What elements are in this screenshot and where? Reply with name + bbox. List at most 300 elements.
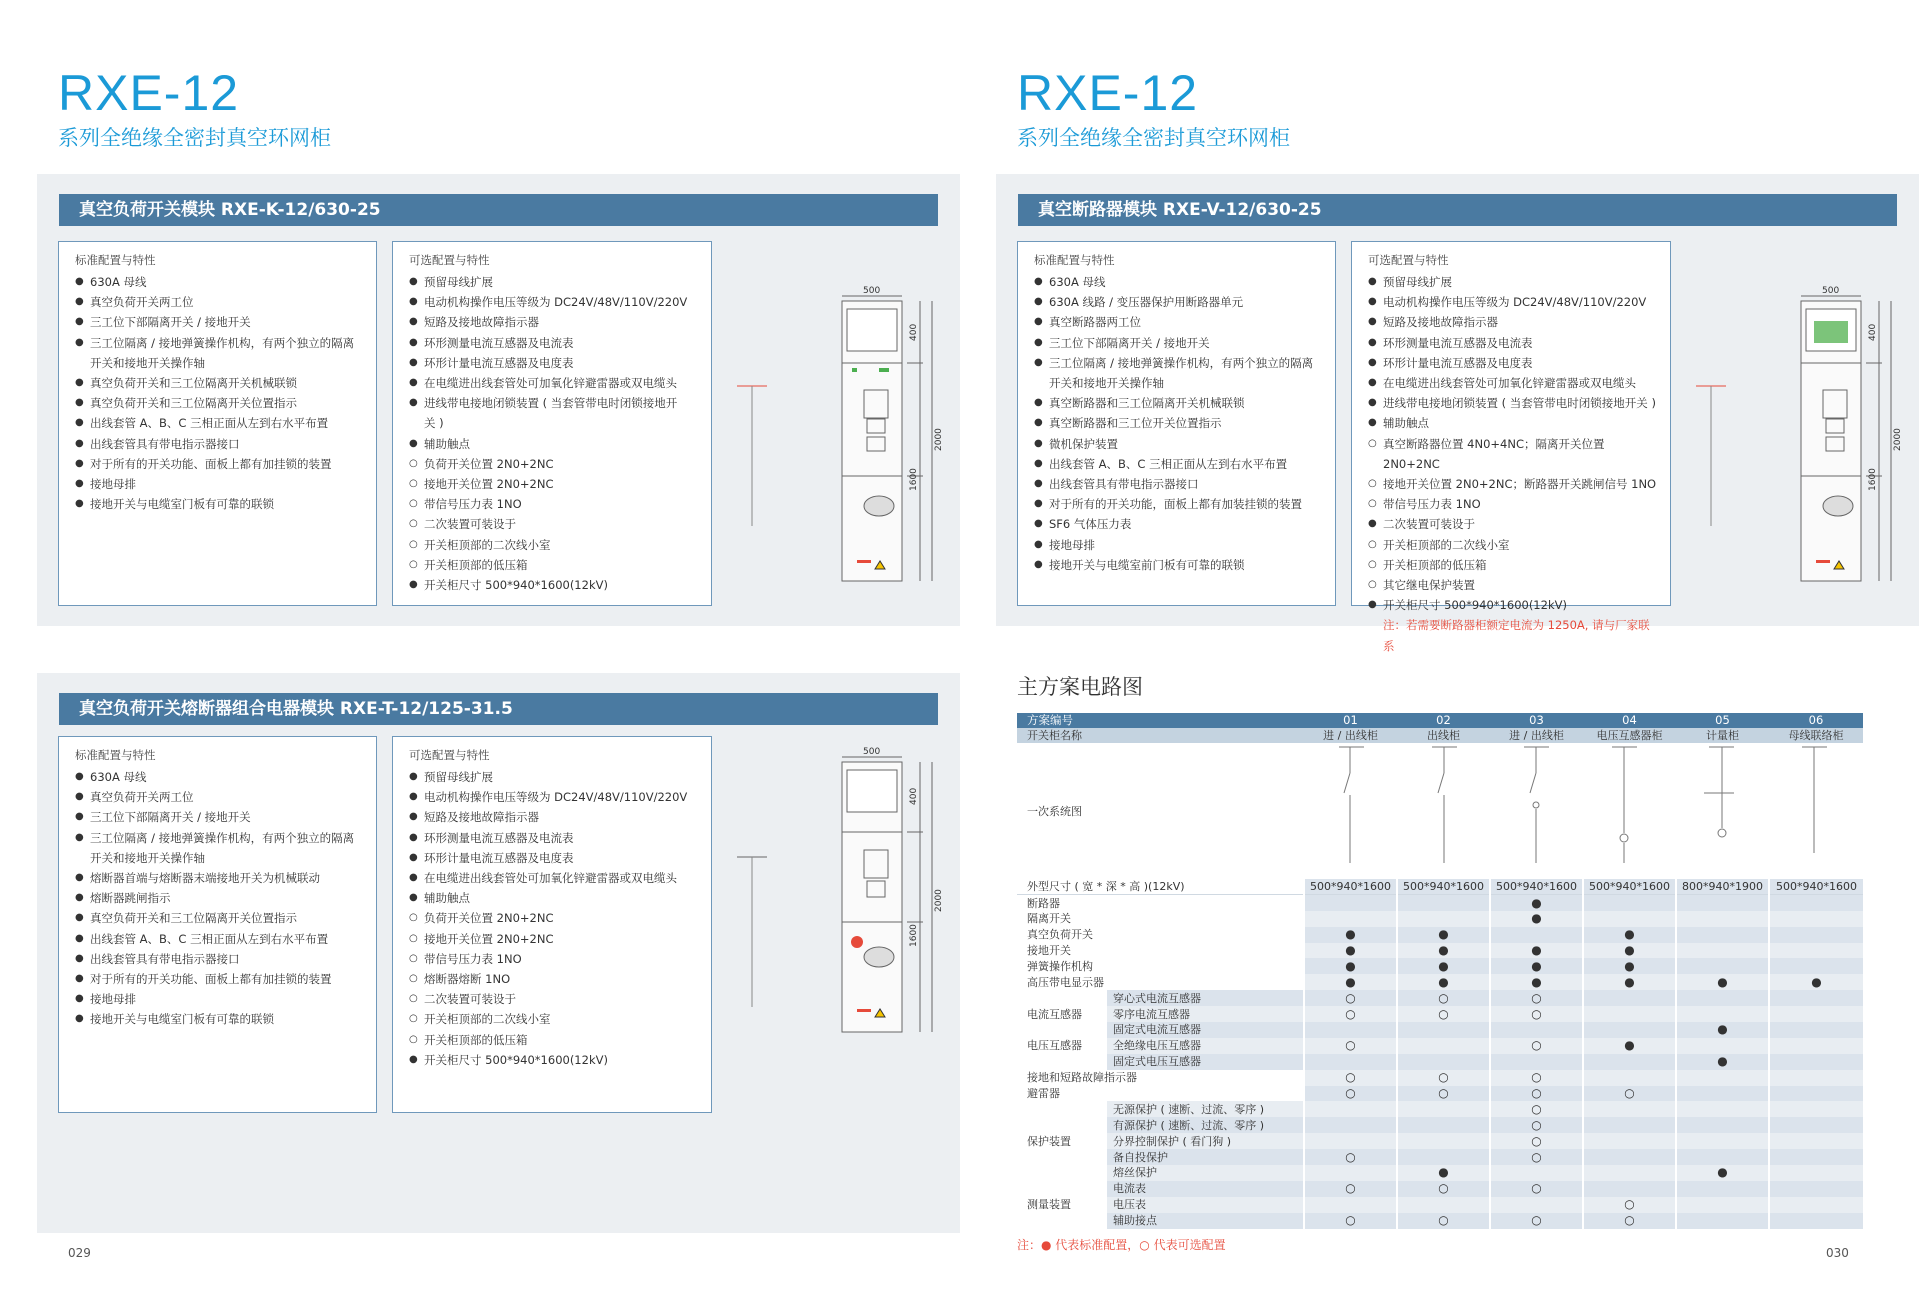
scheme-row	[1017, 1006, 1863, 1022]
config-mark: ●	[1583, 1038, 1676, 1054]
config-item: ● 环形计量电流互感器及电度表	[409, 848, 701, 868]
config-item: ● 630A 线路 / 变压器保护用断路器单元	[1034, 292, 1325, 312]
config-mark	[1676, 911, 1769, 927]
config-mark: ○	[1397, 1181, 1490, 1197]
config-item: ● 电动机构操作电压等级为 DC24V/48V/110V/220V	[409, 292, 701, 312]
dim-top: 400	[1868, 323, 1878, 341]
config-mark	[1769, 1165, 1863, 1181]
config-item: ● 环形计量电流互感器及电度表	[409, 353, 701, 373]
config-mark: ○	[1583, 1213, 1676, 1229]
config-mark	[1583, 1022, 1676, 1038]
row-group-label	[1017, 1149, 1107, 1165]
config-item: ● 三工位隔离 / 接地弹簧操作机构，有两个独立的隔离	[75, 333, 366, 353]
row-group-label: 隔离开关	[1027, 912, 1071, 926]
optional-config-list	[409, 767, 701, 1070]
config-item: 注：若需要断路器柜额定电流为 1250A, 请与厂家联系	[1383, 618, 1650, 653]
config-item: ○ 接地开关位置 2N0+2NC；断路器开关跳闸信号 1NO	[1368, 474, 1660, 494]
config-mark	[1583, 1054, 1676, 1070]
config-mark	[1583, 1149, 1676, 1165]
scheme-row	[1017, 958, 1863, 974]
row-group-label: 避雷器	[1027, 1087, 1060, 1101]
diagram-label: 一次系统图	[1027, 804, 1082, 818]
config-mark: ●	[1490, 911, 1583, 927]
row-group-label: 测量装置	[1027, 1198, 1071, 1212]
standard-config-box	[1017, 241, 1336, 606]
config-item: ● 三工位下部隔离开关 / 接地开关	[75, 807, 366, 827]
module-panel-v	[996, 174, 1919, 653]
config-mark	[1304, 911, 1397, 927]
config-mark: ○	[1490, 1133, 1583, 1149]
config-item: ● 接地开关与电缆室门板有可靠的联锁	[75, 1009, 366, 1029]
config-mark	[1676, 1006, 1769, 1022]
scheme-row	[1017, 1165, 1863, 1181]
scheme-number: 01	[1304, 713, 1397, 728]
config-mark: ○	[1304, 1070, 1397, 1086]
cabinet-drawing	[1686, 286, 1911, 586]
config-mark	[1583, 990, 1676, 1006]
module-title: 真空负荷开关熔断器组合电器模块 RXE-T-12/125-31.5	[59, 693, 938, 725]
config-mark: ●	[1304, 974, 1397, 990]
config-item: ● 电动机构操作电压等级为 DC24V/48V/110V/220V	[409, 787, 701, 807]
config-mark: ●	[1490, 958, 1583, 974]
config-mark	[1769, 943, 1863, 959]
row-sub-label: 穿心式电流互感器	[1107, 990, 1304, 1006]
config-mark	[1583, 1133, 1676, 1149]
config-item: ● 真空断路器和三工位开关位置指示	[1034, 413, 1325, 433]
config-item: ○ 开关柜顶部的低压箱	[409, 555, 701, 575]
standard-config-list	[75, 767, 366, 1030]
config-mark: ○	[1397, 1213, 1490, 1229]
config-mark	[1676, 1101, 1769, 1117]
config-mark	[1397, 1101, 1490, 1117]
scheme-row	[1017, 1086, 1863, 1102]
config-mark	[1583, 1117, 1676, 1133]
size-label: 外型尺寸 ( 宽 * 深 * 高 )(12kV)	[1017, 879, 1304, 895]
config-mark: ●	[1397, 958, 1490, 974]
config-mark: ○	[1304, 1149, 1397, 1165]
scheme-number-row	[1017, 713, 1863, 728]
config-mark	[1769, 1133, 1863, 1149]
optional-config-box	[392, 241, 712, 606]
config-mark: ○	[1490, 1101, 1583, 1117]
config-item: ● 进线带电接地闭锁装置 ( 当套管带电时闭锁接地开关 )	[1368, 393, 1660, 413]
cabinet-name: 出线柜	[1397, 728, 1490, 743]
row-group-label: 高压带电显示器	[1027, 975, 1104, 989]
config-item: ● 环形测量电流互感器及电流表	[1368, 333, 1660, 353]
dim-total: 2000	[934, 428, 944, 451]
config-mark	[1676, 943, 1769, 959]
config-item: ● 短路及接地故障指示器	[409, 807, 701, 827]
config-mark: ○	[1490, 1070, 1583, 1086]
config-item: ○ 接地开关位置 2N0+2NC	[409, 929, 701, 949]
config-mark	[1769, 1181, 1863, 1197]
row-group-label	[1017, 1054, 1107, 1070]
config-item: ● 出线套管具有带电指示器接口	[1034, 474, 1325, 494]
cabinet-name: 母线联络柜	[1769, 728, 1863, 743]
dim-width: 500	[1822, 286, 1840, 296]
row-group-label	[1017, 1117, 1107, 1133]
config-item: ○ 熔断器熔断 1NO	[409, 969, 701, 989]
config-item: ● 环形测量电流互感器及电流表	[409, 828, 701, 848]
row-sub-label: 无源保护 ( 速断、过流、零序 )	[1107, 1101, 1304, 1117]
config-mark	[1397, 911, 1490, 927]
scheme-row	[1017, 1133, 1863, 1149]
config-item: ● 预留母线扩展	[409, 767, 701, 787]
dim-total: 2000	[934, 889, 944, 912]
config-item: ● SF6 气体压力表	[1034, 514, 1325, 534]
config-item: ○ 开关柜顶部的二次线小室	[409, 1009, 701, 1029]
module-panel-k	[37, 174, 960, 626]
row-sub-label: 电压表	[1107, 1197, 1304, 1213]
row-group-label	[1017, 990, 1107, 1006]
config-item: ● 开关柜尺寸 500*940*1600(12kV)	[409, 1050, 701, 1070]
config-mark: ○	[1490, 1006, 1583, 1022]
config-mark	[1769, 990, 1863, 1006]
config-item: ● 微机保护装置	[1034, 434, 1325, 454]
single-line-diagram-row	[1017, 743, 1863, 879]
config-mark: ○	[1397, 1006, 1490, 1022]
config-mark: ●	[1304, 943, 1397, 959]
config-mark: ●	[1676, 1054, 1769, 1070]
config-item: ● 辅助触点	[409, 888, 701, 908]
config-item: ○ 开关柜顶部的低压箱	[409, 1030, 701, 1050]
row-group-label: 真空负荷开关	[1027, 928, 1093, 942]
row-sub-label: 全绝缘电压互感器	[1107, 1038, 1304, 1054]
cabinet-size: 800*940*1900	[1676, 879, 1769, 895]
scheme-row	[1017, 943, 1863, 959]
config-item: 关 )	[424, 416, 444, 431]
config-mark	[1769, 1086, 1863, 1102]
scheme-row	[1017, 1181, 1863, 1197]
module-panel-t	[37, 673, 960, 1233]
config-mark	[1676, 1133, 1769, 1149]
config-item: ● 短路及接地故障指示器	[409, 312, 701, 332]
config-mark: ○	[1490, 1038, 1583, 1054]
config-mark	[1583, 1006, 1676, 1022]
config-item: ● 真空负荷开关和三工位隔离开关机械联锁	[75, 373, 366, 393]
row-group-label: 接地和短路故障指示器	[1027, 1071, 1137, 1085]
config-mark: ●	[1397, 974, 1490, 990]
config-mark	[1676, 1086, 1769, 1102]
config-mark: ●	[1397, 927, 1490, 943]
config-mark: ●	[1490, 943, 1583, 959]
row-group-label	[1017, 1101, 1107, 1117]
config-mark	[1490, 1022, 1583, 1038]
config-mark: ●	[1490, 974, 1583, 990]
config-mark	[1490, 1054, 1583, 1070]
config-item: ● 出线套管 A、B、C 三相正面从左到右水平布置	[75, 413, 366, 433]
config-mark	[1397, 1197, 1490, 1213]
standard-config-list	[1034, 272, 1325, 575]
config-item: ● 真空断路器两工位	[1034, 312, 1325, 332]
row-group-label: 电压互感器	[1027, 1039, 1082, 1053]
config-mark: ○	[1304, 990, 1397, 1006]
scheme-row	[1017, 1070, 1863, 1086]
config-mark	[1769, 958, 1863, 974]
cabinet-size: 500*940*1600	[1490, 879, 1583, 895]
scheme-row	[1017, 895, 1863, 911]
config-mark	[1490, 927, 1583, 943]
dim-mid: 1600	[909, 924, 919, 947]
config-item: ● 接地母排	[75, 989, 366, 1009]
scheme-number: 06	[1769, 713, 1863, 728]
config-mark	[1676, 1070, 1769, 1086]
config-item: ● 真空断路器和三工位隔离开关机械联锁	[1034, 393, 1325, 413]
config-mark: ○	[1583, 1197, 1676, 1213]
optional-config-box	[1351, 241, 1671, 653]
config-mark: ●	[1304, 958, 1397, 974]
config-mark	[1583, 895, 1676, 911]
config-item: ● 真空负荷开关两工位	[75, 292, 366, 312]
config-item: ○ 带信号压力表 1NO	[409, 949, 701, 969]
config-item: ● 辅助触点	[409, 434, 701, 454]
config-item: ● 预留母线扩展	[409, 272, 701, 292]
scheme-row	[1017, 1117, 1863, 1133]
config-mark: ●	[1676, 974, 1769, 990]
config-item: ● 出线套管 A、B、C 三相正面从左到右水平布置	[1034, 454, 1325, 474]
cabinet-name: 进 / 出线柜	[1490, 728, 1583, 743]
config-mark	[1769, 1149, 1863, 1165]
config-item: ● 对于所有的开关功能、面板上都有加挂锁的装置	[75, 454, 366, 474]
dim-total: 2000	[1893, 428, 1903, 451]
standard-config-box	[58, 736, 377, 1113]
config-mark: ○	[1304, 1006, 1397, 1022]
config-item: ○ 开关柜顶部的二次线小室	[409, 535, 701, 555]
config-mark: ●	[1583, 958, 1676, 974]
config-item: ● 630A 母线	[1034, 272, 1325, 292]
module-title: 真空负荷开关模块 RXE-K-12/630-25	[59, 194, 938, 226]
config-mark	[1769, 1213, 1863, 1229]
optional-config-heading: 可选配置与特性	[409, 748, 490, 762]
config-mark: ●	[1304, 927, 1397, 943]
config-item: ● 开关柜尺寸 500*940*1600(12kV)	[1368, 595, 1660, 615]
config-item: ● 对于所有的开关功能，面板上都有加装挂锁的装置	[1034, 494, 1325, 514]
config-item: ● 预留母线扩展	[1368, 272, 1660, 292]
right-page-header	[1017, 66, 1290, 152]
cabinet-name: 电压互感器柜	[1583, 728, 1676, 743]
config-item: ● 三工位隔离 / 接地弹簧操作机构，有两个独立的隔离	[75, 828, 366, 848]
size-row	[1017, 879, 1863, 895]
config-item: 开关和接地开关操作轴	[90, 850, 205, 865]
config-mark	[1769, 1197, 1863, 1213]
config-mark: ●	[1397, 943, 1490, 959]
page-model: RXE-12	[1017, 65, 1199, 121]
config-mark: ●	[1490, 895, 1583, 911]
row-group-label: 保护装置	[1027, 1134, 1071, 1148]
config-mark: ○	[1583, 1086, 1676, 1102]
row-group-label	[1017, 1022, 1107, 1038]
config-mark	[1676, 895, 1769, 911]
page-model: RXE-12	[58, 65, 240, 121]
standard-config-box	[58, 241, 377, 606]
config-item: ● 进线带电接地闭锁装置 ( 当套管带电时闭锁接地开	[409, 393, 701, 413]
config-mark	[1397, 1054, 1490, 1070]
config-mark	[1490, 1197, 1583, 1213]
config-mark	[1676, 1181, 1769, 1197]
row-sub-label: 固定式电压互感器	[1107, 1054, 1304, 1070]
config-mark: ○	[1304, 1181, 1397, 1197]
config-mark	[1583, 911, 1676, 927]
scheme-number: 04	[1583, 713, 1676, 728]
row-sub-label: 电流表	[1107, 1181, 1304, 1197]
config-item: ● 辅助触点	[1368, 413, 1660, 433]
row-sub-label: 有源保护 ( 速断、过流、零序 )	[1107, 1117, 1304, 1133]
scheme-number-label: 方案编号	[1017, 713, 1304, 728]
config-mark	[1397, 1117, 1490, 1133]
config-mark	[1304, 1165, 1397, 1181]
config-item: ● 环形计量电流互感器及电度表	[1368, 353, 1660, 373]
config-mark: ●	[1397, 1165, 1490, 1181]
config-item: ○ 负荷开关位置 2N0+2NC	[409, 454, 701, 474]
config-mark: ○	[1304, 1086, 1397, 1102]
module-title: 真空断路器模块 RXE-V-12/630-25	[1018, 194, 1897, 226]
dim-mid: 1600	[909, 468, 919, 491]
config-mark	[1676, 1149, 1769, 1165]
config-mark: ○	[1397, 990, 1490, 1006]
dim-mid: 1600	[1868, 468, 1878, 491]
page-subtitle: 系列全绝缘全密封真空环网柜	[1017, 126, 1290, 150]
config-item: ● 三工位下部隔离开关 / 接地开关	[1034, 333, 1325, 353]
config-item: ● 短路及接地故障指示器	[1368, 312, 1660, 332]
page-number: 029	[68, 1246, 91, 1260]
single-line-diagram-svg	[1304, 743, 1860, 875]
config-item: 开关和接地开关操作轴	[1049, 376, 1164, 391]
config-mark	[1676, 1038, 1769, 1054]
config-mark	[1676, 958, 1769, 974]
config-item: ● 二次装置可装设于	[1368, 514, 1660, 534]
config-mark	[1769, 1117, 1863, 1133]
cabinet-name-row	[1017, 728, 1863, 743]
config-mark	[1583, 1181, 1676, 1197]
config-mark	[1397, 1038, 1490, 1054]
config-item: ○ 二次装置可装设于	[409, 989, 701, 1009]
config-mark	[1490, 1165, 1583, 1181]
row-sub-label: 分界控制保护 ( 看门狗 )	[1107, 1133, 1304, 1149]
row-group-label: 断路器	[1027, 896, 1060, 910]
config-mark	[1769, 1022, 1863, 1038]
config-mark	[1583, 1101, 1676, 1117]
row-sub-label: 零序电流互感器	[1107, 1006, 1304, 1022]
config-item: ● 630A 母线	[75, 272, 366, 292]
standard-config-heading: 标准配置与特性	[1034, 253, 1115, 267]
config-mark	[1769, 1101, 1863, 1117]
config-item: ● 真空负荷开关和三工位隔离开关位置指示	[75, 908, 366, 928]
config-mark	[1676, 927, 1769, 943]
row-group-label: 弹簧操作机构	[1027, 959, 1093, 973]
config-mark	[1769, 1054, 1863, 1070]
config-mark: ○	[1397, 1086, 1490, 1102]
optional-config-box	[392, 736, 712, 1113]
config-item: ○ 真空断路器位置 4N0+4NC；隔离开关位置 2N0+2NC	[1368, 434, 1660, 474]
left-page-header	[58, 66, 331, 152]
config-mark	[1304, 1022, 1397, 1038]
config-mark	[1304, 1101, 1397, 1117]
dim-top: 400	[909, 787, 919, 805]
config-item: ○ 开关柜顶部的二次线小室	[1368, 535, 1660, 555]
scheme-number: 05	[1676, 713, 1769, 728]
config-item: ● 接地母排	[75, 474, 366, 494]
dim-top: 400	[909, 323, 919, 341]
cabinet-name-label: 开关柜名称	[1017, 728, 1304, 743]
scheme-row	[1017, 1197, 1863, 1213]
scheme-row	[1017, 990, 1863, 1006]
config-mark	[1397, 1022, 1490, 1038]
config-item: ● 三工位隔离 / 接地弹簧操作机构，有两个独立的隔离	[1034, 353, 1325, 373]
config-mark: ○	[1490, 990, 1583, 1006]
config-mark: ○	[1490, 1181, 1583, 1197]
cabinet-size: 500*940*1600	[1304, 879, 1397, 895]
page-number: 030	[1826, 1246, 1849, 1260]
config-mark	[1304, 1133, 1397, 1149]
config-mark	[1769, 911, 1863, 927]
config-item: ● 真空负荷开关和三工位隔离开关位置指示	[75, 393, 366, 413]
config-item: ○ 接地开关位置 2N0+2NC	[409, 474, 701, 494]
row-sub-label: 固定式电流互感器	[1107, 1022, 1304, 1038]
cabinet-size: 500*940*1600	[1583, 879, 1676, 895]
config-item: ● 真空负荷开关两工位	[75, 787, 366, 807]
config-mark	[1304, 1054, 1397, 1070]
config-mark	[1397, 895, 1490, 911]
config-item: ● 在电缆进出线套管处可加氧化锌避雷器或双电缆头	[409, 373, 701, 393]
scheme-row	[1017, 1213, 1863, 1229]
config-mark	[1304, 895, 1397, 911]
config-mark	[1769, 1006, 1863, 1022]
config-mark	[1397, 1133, 1490, 1149]
row-sub-label: 辅助接点	[1107, 1213, 1304, 1229]
config-item: ● 接地开关与电缆室门板有可靠的联锁	[75, 494, 366, 514]
config-mark: ●	[1676, 1022, 1769, 1038]
scheme-legend: 注：● 代表标准配置，○ 代表可选配置	[1017, 1238, 1226, 1252]
dim-width: 500	[863, 286, 881, 296]
row-sub-label: 熔丝保护	[1107, 1165, 1304, 1181]
scheme-row	[1017, 1149, 1863, 1165]
scheme-number: 03	[1490, 713, 1583, 728]
config-mark	[1769, 927, 1863, 943]
config-item: ○ 带信号压力表 1NO	[1368, 494, 1660, 514]
config-item: ● 熔断器跳闸指示	[75, 888, 366, 908]
row-group-label	[1017, 1165, 1107, 1181]
config-mark	[1769, 1038, 1863, 1054]
scheme-rows	[1017, 895, 1863, 1229]
config-item: ○ 带信号压力表 1NO	[409, 494, 701, 514]
row-sub-label: 备自投保护	[1107, 1149, 1304, 1165]
config-item: ● 对于所有的开关功能、面板上都有加挂锁的装置	[75, 969, 366, 989]
config-item: ● 630A 母线	[75, 767, 366, 787]
config-mark: ●	[1583, 974, 1676, 990]
config-item: ● 环形测量电流互感器及电流表	[409, 333, 701, 353]
cabinet-drawing	[727, 747, 952, 1047]
cabinet-name: 进 / 出线柜	[1304, 728, 1397, 743]
cabinet-size: 500*940*1600	[1397, 879, 1490, 895]
config-mark	[1676, 990, 1769, 1006]
config-item: ● 出线套管 A、B、C 三相正面从左到右水平布置	[75, 929, 366, 949]
config-mark	[1769, 1070, 1863, 1086]
config-item: ○ 其它继电保护装置	[1368, 575, 1660, 595]
scheme-row	[1017, 911, 1863, 927]
config-mark: ○	[1490, 1149, 1583, 1165]
optional-config-list	[409, 272, 701, 595]
optional-config-list	[1368, 272, 1660, 656]
optional-config-heading: 可选配置与特性	[409, 253, 490, 267]
scheme-section-title: 主方案电路图	[1017, 675, 1143, 699]
row-group-label	[1017, 1181, 1107, 1197]
config-item: ● 熔断器首端与熔断器末端接地开关为机械联动	[75, 868, 366, 888]
config-mark	[1397, 1149, 1490, 1165]
config-item: ● 接地母排	[1034, 535, 1325, 555]
scheme-row	[1017, 1022, 1863, 1038]
config-mark	[1769, 895, 1863, 911]
cabinet-size: 500*940*1600	[1769, 879, 1863, 895]
